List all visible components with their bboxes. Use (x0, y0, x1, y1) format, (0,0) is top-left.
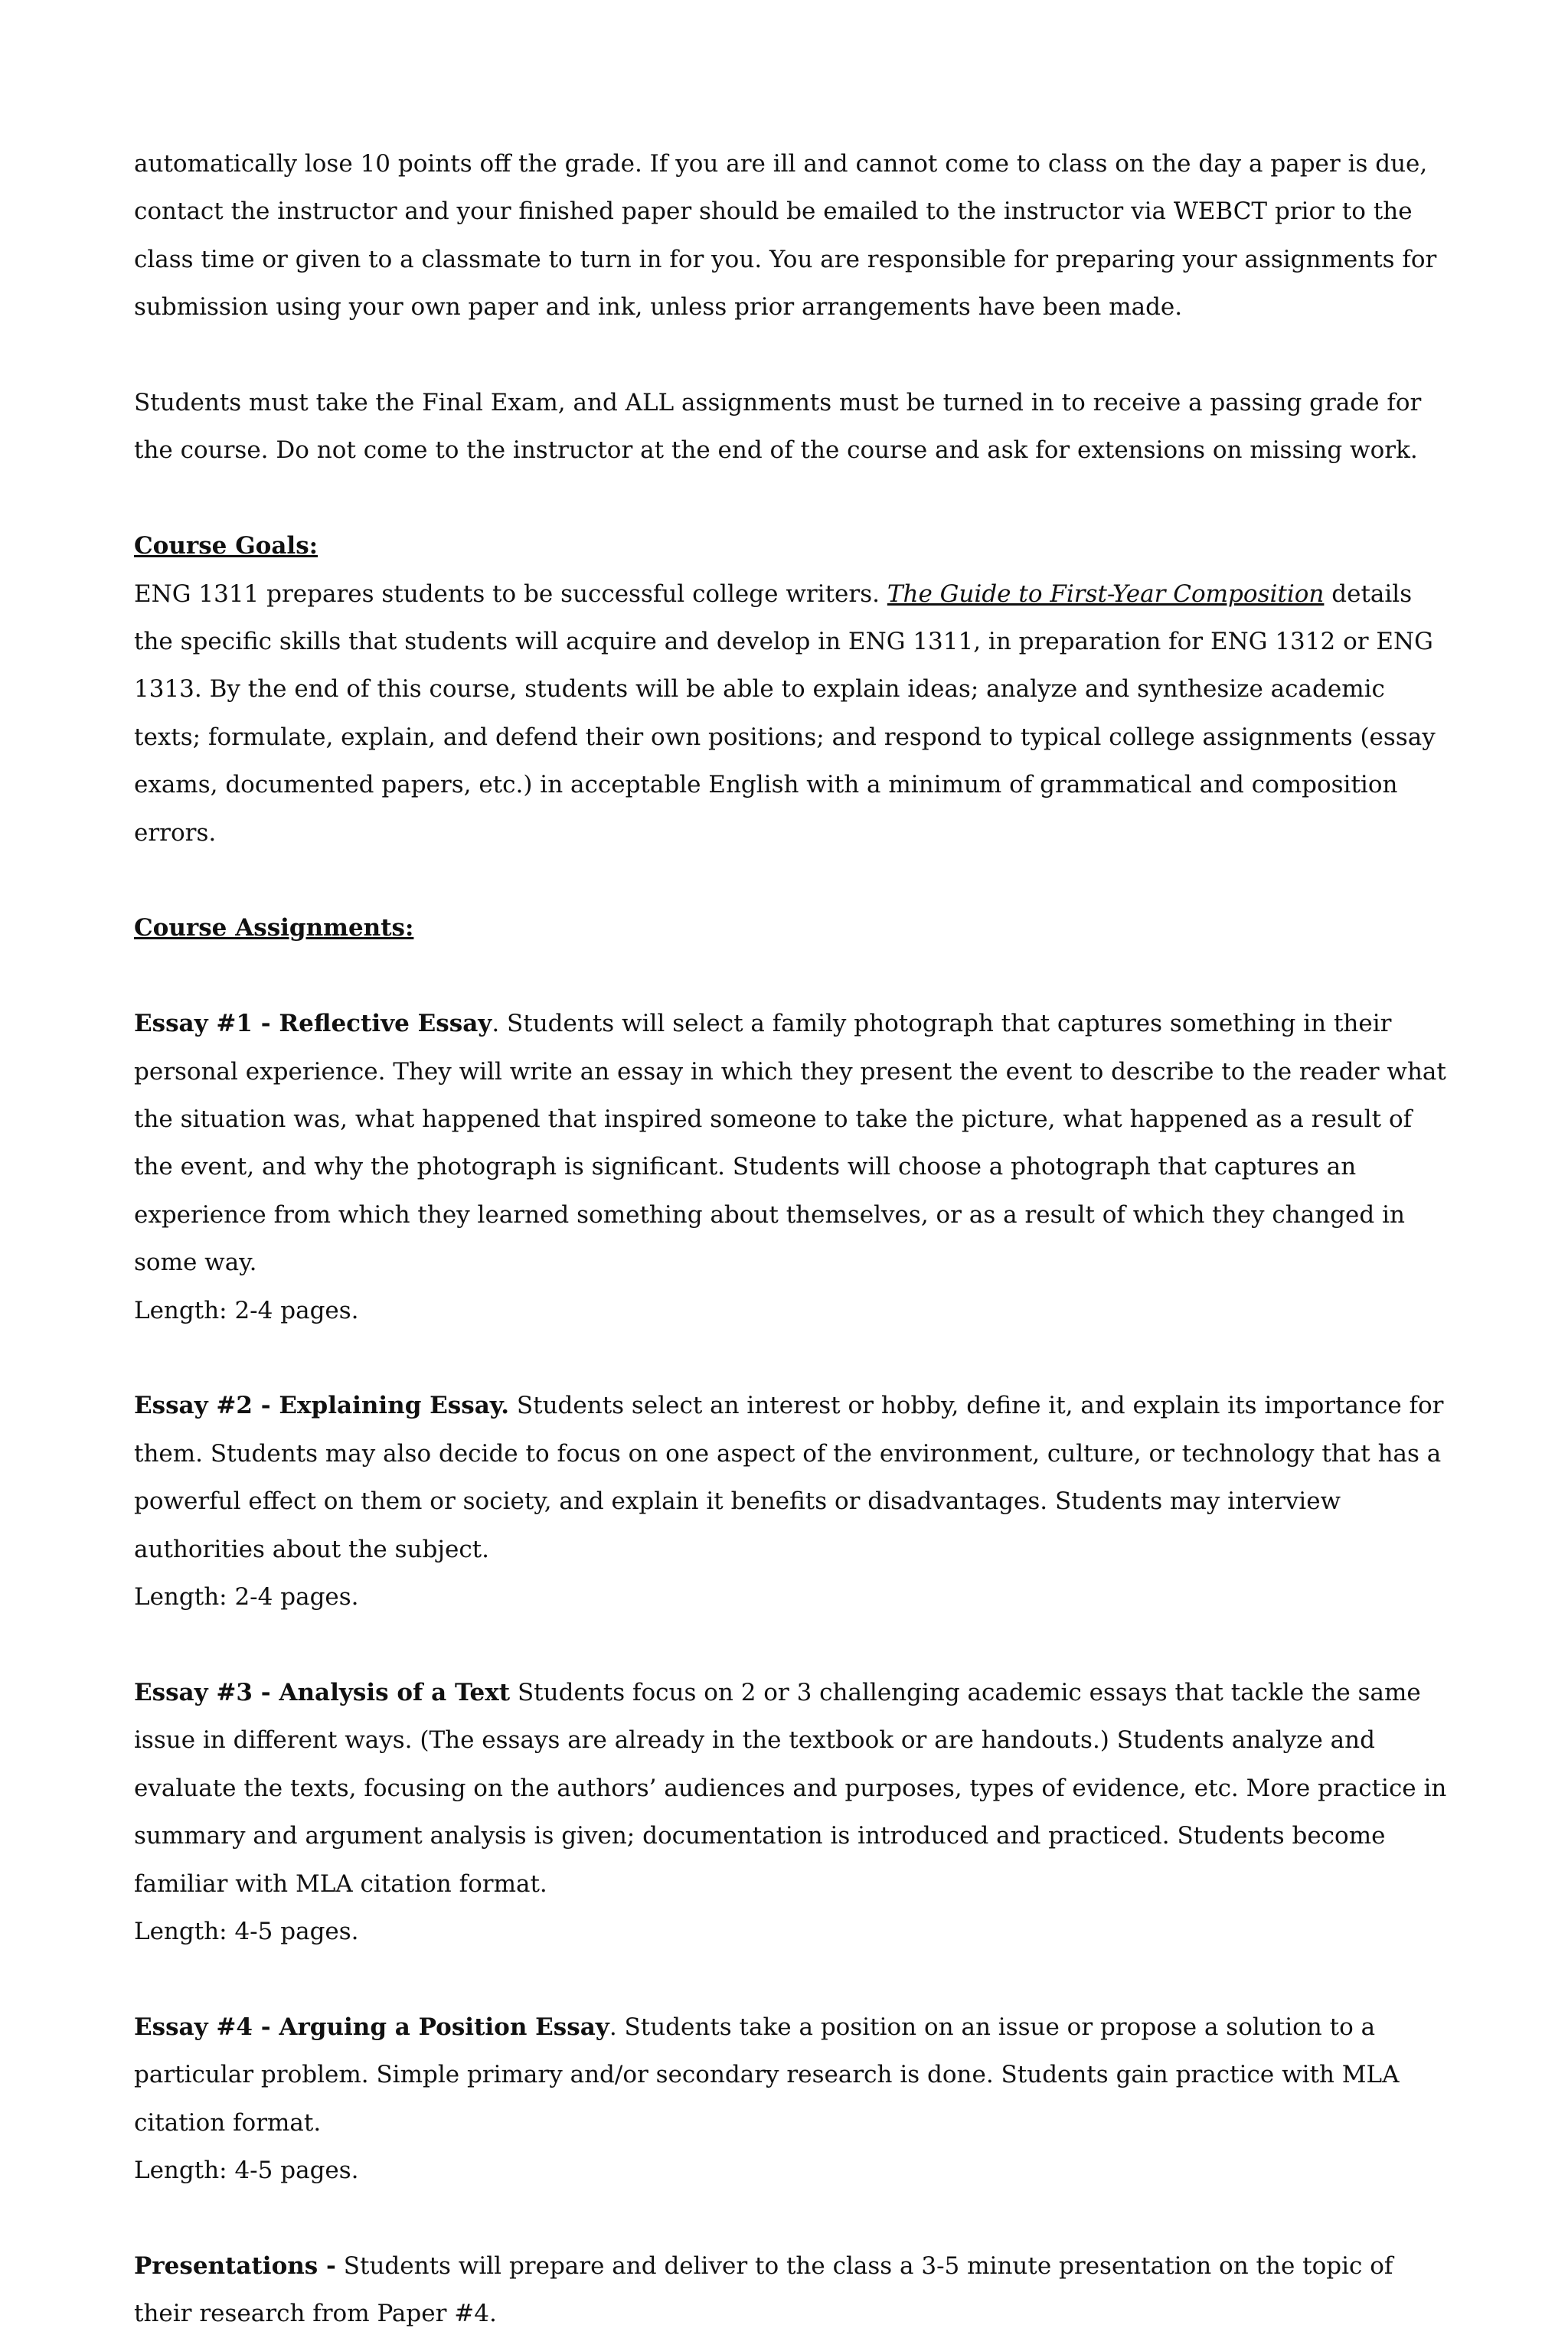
course-goals-paragraph (134, 570, 1451, 857)
essay-2-length: Length: 2-4 pages. (134, 1583, 359, 1611)
presentations-title: Presentations - (134, 2251, 336, 2280)
spacer (134, 952, 1451, 1000)
spacer (134, 1621, 1451, 1669)
essay-1-title: Essay #1 - Reflective Essay (134, 1010, 492, 1038)
course-goals-text-after: details the specific skills that students will acquire and develop in ENG 1311, in preparation for ENG 1312 or ENG 1313. By the end of this course, students will be able to explain ideas; analyze and synthesize academic texts; formulate, explain, and defend their own positions; and respond to typical college assignments (essay exams, documented papers, etc.) in acceptable English with a minimum of grammatical and composition errors. (134, 580, 1436, 847)
spacer (134, 1334, 1451, 1382)
essay-3-title: Essay #3 - Analysis of a Text (134, 1678, 511, 1706)
essay-3-body: Students focus on 2 or 3 challenging academic essays that tackle the same issue in different ways. (The essays are already in the textbook or are handouts.) Students analyze and evaluate the texts, focusing on the authors’ audiences and purposes, types of evidence, etc. More practice in summary and argument analysis is given; documentation is introduced and practiced. Students become familiar with MLA citation format. (134, 1678, 1447, 1898)
essay-1-length: Length: 2-4 pages. (134, 1296, 359, 1324)
spacer (134, 1955, 1451, 2003)
essay-1-paragraph (134, 1000, 1451, 1286)
course-goals-text-before: ENG 1311 prepares students to be successful college writers. (134, 580, 887, 608)
course-assignments-heading: Course Assignments: (134, 914, 414, 942)
essay-4-title: Essay #4 - Arguing a Position Essay (134, 2013, 609, 2041)
essay-1-body: . Students will select a family photograph that captures something in their personal experience. They will write an essay in which they present the event to describe to the reader what the situation was, what happened that inspired someone to take the picture, what happened as a result of the event, and why the photograph is significant. Students will choose a photograph that captures an experience from which they learned something about themselves, or as a result of which they changed in some way. (134, 1010, 1446, 1277)
essay-3-paragraph (134, 1669, 1451, 1908)
presentations-body: Students will prepare and deliver to the class a 3-5 minute presentation on the topic of their research from Paper #4. (134, 2251, 1393, 2328)
guide-book-title: The Guide to First-Year Composition (887, 580, 1325, 608)
spacer (134, 475, 1451, 522)
late-policy-paragraph: automatically lose 10 points off the grade. If you are ill and cannot come to class on the day a paper is due, contact the instructor and your finished paper should be emailed to the instructor via WEBCT prior to the class time or given to a classmate to turn in for you. You are responsible for preparing your assignments for submission using your own paper and ink, unless prior arrangements have been made. (134, 150, 1437, 322)
final-exam-paragraph: Students must take the Final Exam, and ALL assignments must be turned in to receive a passing grade for the course. Do not come to the instructor at the end of the course and ask for extensions on missing work. (134, 389, 1422, 465)
spacer (134, 857, 1451, 904)
essay-2-title: Essay #2 - Explaining Essay. (134, 1392, 510, 1420)
course-goals-heading: Course Goals: (134, 532, 318, 560)
spacer (134, 331, 1451, 379)
spacer (134, 2194, 1451, 2242)
essay-4-length: Length: 4-5 pages. (134, 2156, 359, 2184)
document-page (134, 140, 1451, 2338)
essay-4-body: . Students take a position on an issue or propose a solution to a particular problem. Simple primary and/or secondary research is done. Students gain practice with MLA citation format. (134, 2013, 1400, 2137)
presentations-paragraph (134, 2242, 1451, 2338)
essay-2-paragraph (134, 1382, 1451, 1573)
essay-4-paragraph (134, 2003, 1451, 2147)
essay-3-length: Length: 4-5 pages. (134, 1917, 359, 1945)
essay-2-body: Students select an interest or hobby, define it, and explain its importance for them. Students may also decide to focus on one aspect of the environment, culture, or technology that has a powerful effect on them or society, and explain it benefits or disadvantages. Students may interview authorities about the subject. (134, 1392, 1444, 1563)
